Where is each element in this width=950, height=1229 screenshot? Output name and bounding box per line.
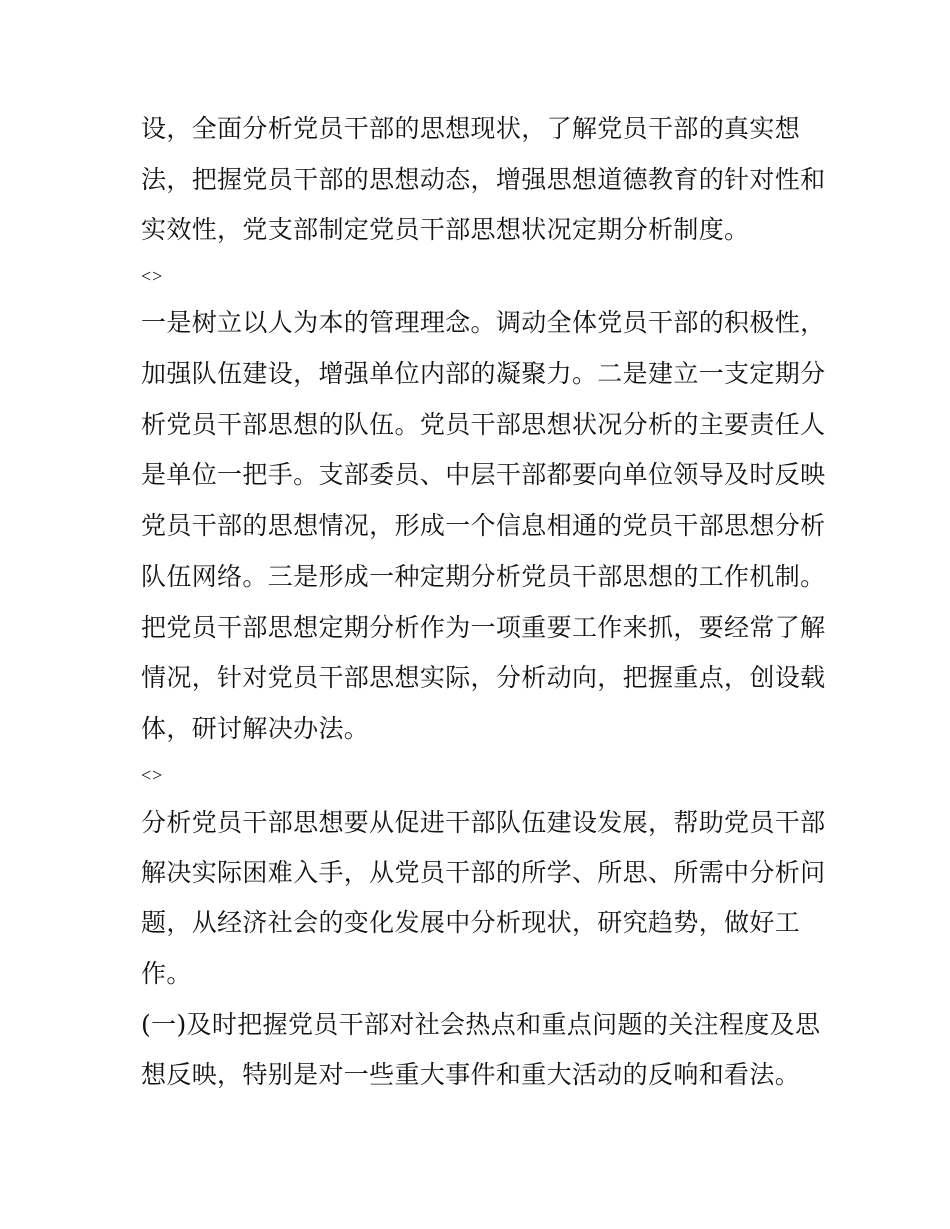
section-marker: <> — [141, 765, 164, 785]
text-line: 队伍网络。三是形成一种定期分析党员干部思想的工作机制。 — [141, 562, 826, 591]
text-line: 体，研讨解决办法。 — [141, 714, 370, 743]
text-line: (一)及时把握党员干部对社会热点和重点问题的关注程度及思 — [141, 1010, 821, 1039]
section-marker: <> — [141, 266, 164, 286]
text-line: 是单位一把手。支部委员、中层干部都要向单位领导及时反映 — [141, 460, 826, 489]
text-line: 法，把握党员干部的思想动态，增强思想道德教育的针对性和 — [141, 165, 826, 194]
text-line: 想反映，特别是对一些重大事件和重大活动的反响和看法。 — [141, 1060, 801, 1089]
text-line: 解决实际困难入手，从党员干部的所学、所思、所需中分析问 — [141, 858, 826, 887]
text-line: 一是树立以人为本的管理理念。调动全体党员干部的积极性， — [141, 308, 826, 337]
text-line: 题，从经济社会的变化发展中分析现状，研究趋势，做好工 — [141, 908, 801, 937]
text-line: 设，全面分析党员干部的思想现状，了解党员干部的真实想 — [141, 114, 801, 143]
text-line: 情况，针对党员干部思想实际，分析动向，把握重点，创设载 — [141, 663, 826, 692]
text-line: 党员干部的思想情况，形成一个信息相通的党员干部思想分析 — [141, 511, 826, 540]
text-line: 析党员干部思想的队伍。党员干部思想状况分析的主要责任人 — [141, 410, 826, 439]
text-line: 作。 — [141, 959, 192, 988]
text-line: 加强队伍建设，增强单位内部的凝聚力。二是建立一支定期分 — [141, 359, 826, 388]
text-line: 分析党员干部思想要从促进干部队伍建设发展，帮助党员干部 — [141, 808, 826, 837]
text-line: 实效性，党支部制定党员干部思想状况定期分析制度。 — [141, 215, 750, 244]
text-line: 把党员干部思想定期分析作为一项重要工作来抓，要经常了解 — [141, 613, 826, 642]
